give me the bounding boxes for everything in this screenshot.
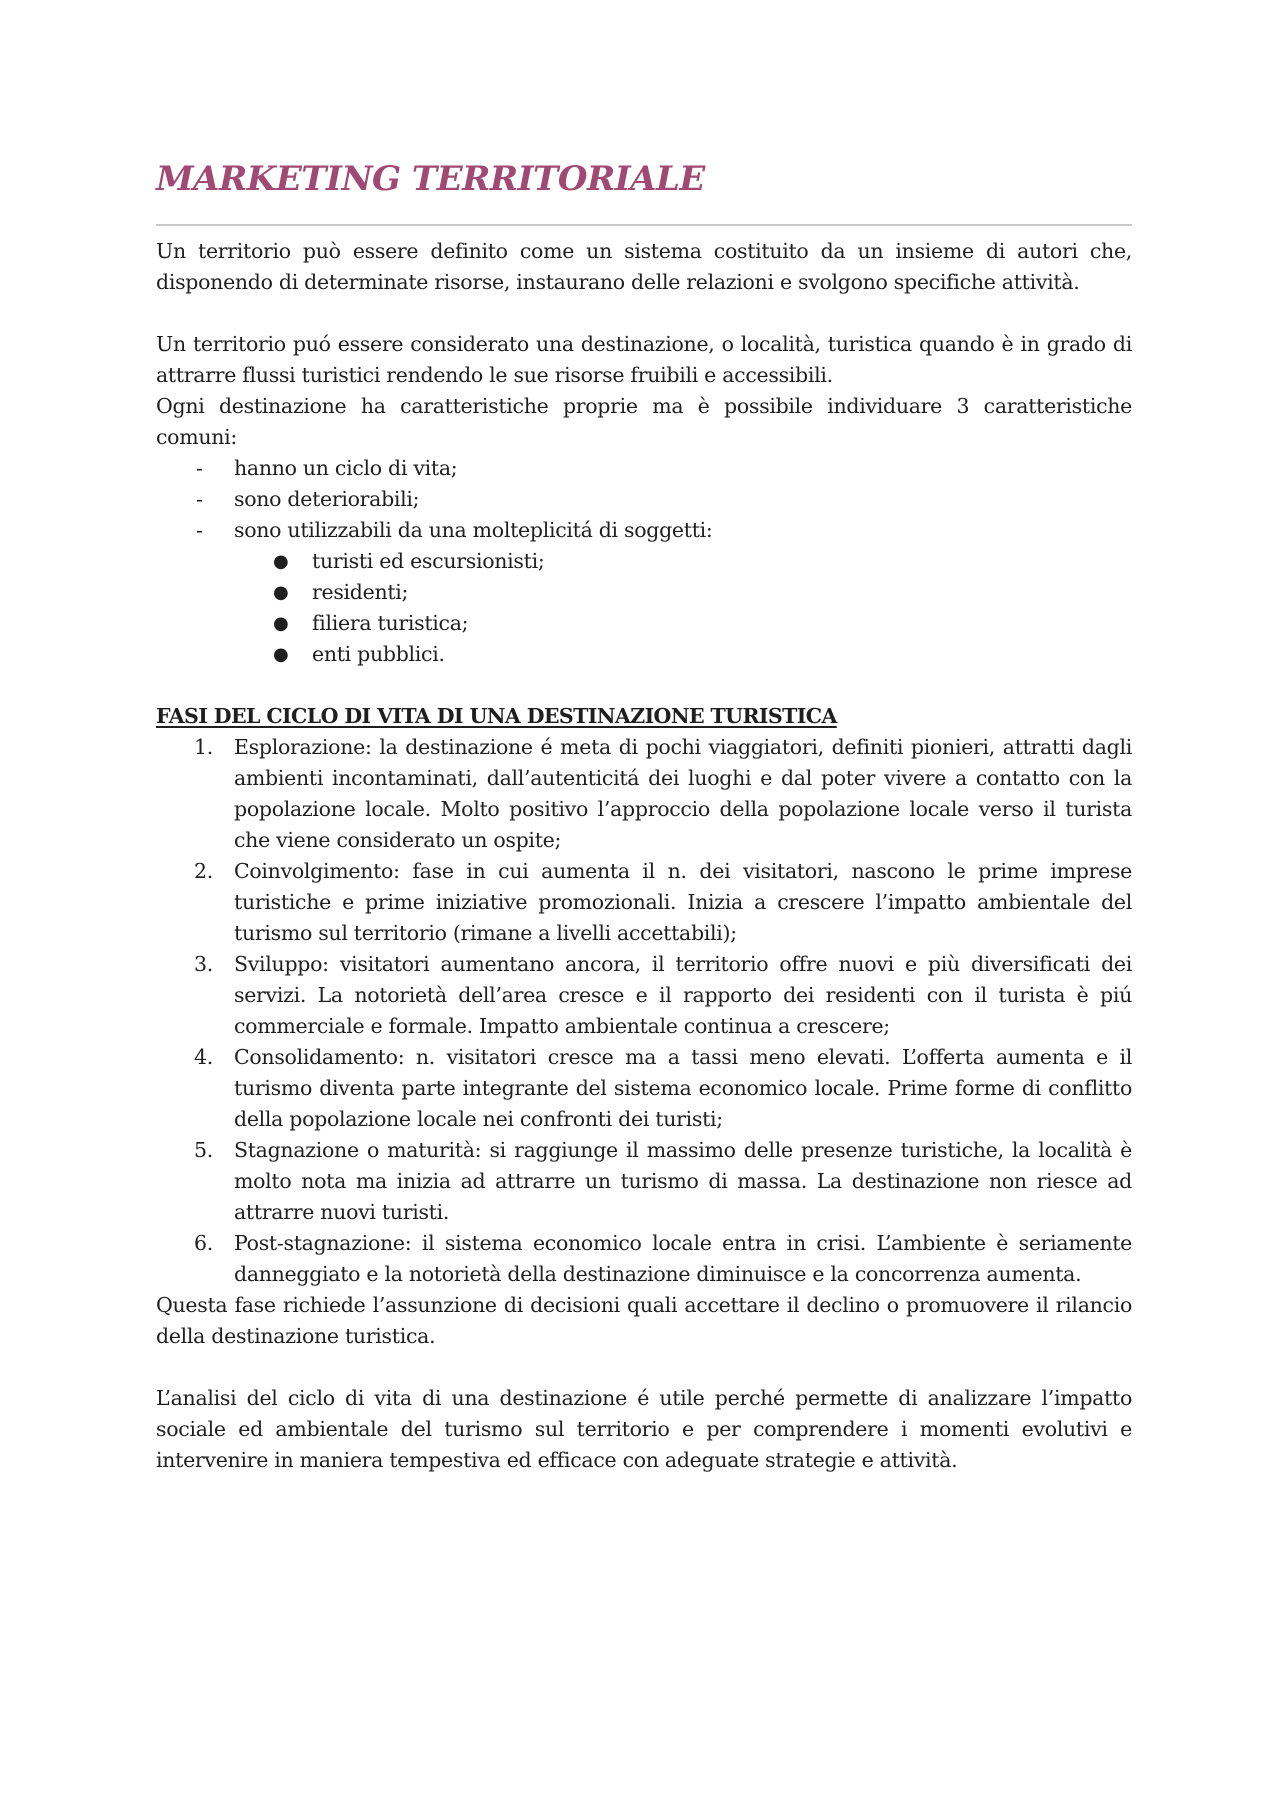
list-item-text: turisti ed escursionisti; [312, 549, 545, 573]
characteristics-list [156, 453, 1132, 546]
dash-marker: - [196, 456, 203, 480]
list-number: 6. [194, 1231, 213, 1255]
spacer [156, 670, 1132, 701]
list-item [156, 856, 1132, 949]
bullet-icon: ● [273, 551, 289, 572]
paragraph-common-characteristics: Ogni destinazione ha caratteristiche proprie ma è possibile individuare 3 caratteristiche comuni: [156, 394, 1132, 449]
list-item-text: hanno un ciclo di vita; [234, 456, 458, 480]
subjects-list [156, 546, 1132, 670]
list-item [156, 515, 1132, 546]
list-item-text: Stagnazione o maturità: si raggiunge il massimo delle presenze turistiche, la località è molto nota ma inizia ad attrarre un turismo di massa. La destinazione non riesce ad attrarre nuovi turisti. [234, 1138, 1132, 1224]
list-item [156, 639, 1132, 670]
paragraph-conclusion: L’analisi del ciclo di vita di una destinazione é utile perché permette di analizzare l’impatto sociale ed ambientale del turismo sul territorio e per comprendere i momenti evolutivi e intervenire in maniera tempestiva ed efficace con adeguate strategie e attività. [156, 1386, 1132, 1472]
list-item [156, 1135, 1132, 1228]
list-item [156, 1228, 1132, 1290]
list-number: 3. [194, 952, 213, 976]
list-item-text: enti pubblici. [312, 642, 445, 666]
list-item [156, 577, 1132, 608]
phases-list [156, 732, 1132, 1290]
bullet-icon: ● [273, 582, 289, 603]
list-item-text: sono deteriorabili; [234, 487, 420, 511]
paragraph-after-phases: Questa fase richiede l’assunzione di decisioni quali accettare il declino o promuovere il rilancio della destinazione turistica. [156, 1293, 1132, 1348]
paragraph-territory-definition: Un territorio può essere definito come un sistema costituito da un insieme di autori che, disponendo di determinate risorse, instaurano delle relazioni e svolgono specifiche attività. [156, 239, 1132, 294]
spacer [156, 1352, 1132, 1383]
list-item-text: filiera turistica; [312, 611, 469, 635]
list-item [156, 608, 1132, 639]
list-item-text: Consolidamento: n. visitatori cresce ma a tassi meno elevati. L’offerta aumenta e il turismo diventa parte integrante del sistema economico locale. Prime forme di conflitto della popolazione locale nei confronti dei turisti; [234, 1045, 1132, 1131]
list-item-text: Sviluppo: visitatori aumentano ancora, il territorio offre nuovi e più diversificati dei servizi. La notorietà dell’area cresce e il rapporto dei residenti con il turista è piú commerciale e formale. Impatto ambientale continua a crescere; [234, 952, 1132, 1038]
bullet-icon: ● [273, 644, 289, 665]
list-item [156, 732, 1132, 856]
list-number: 2. [194, 859, 213, 883]
list-item [156, 949, 1132, 1042]
section-heading-phases: FASI DEL CICLO DI VITA DI UNA DESTINAZIONE TURISTICA [156, 704, 837, 728]
document-page [156, 150, 1132, 1476]
list-item [156, 484, 1132, 515]
page-title: MARKETING TERRITORIALE [156, 159, 705, 199]
list-item-text: Coinvolgimento: fase in cui aumenta il n. dei visitatori, nascono le prime imprese turistiche e prime iniziative promozionali. Inizia a crescere l’impatto ambientale del turismo sul territorio (rimane a livelli accettabili); [234, 859, 1132, 945]
bullet-icon: ● [273, 613, 289, 634]
title-divider [156, 224, 1132, 226]
list-number: 4. [194, 1045, 213, 1069]
dash-marker: - [196, 518, 203, 542]
list-item-text: Esplorazione: la destinazione é meta di pochi viaggiatori, definiti pionieri, attratti dagli ambienti incontaminati, dall’autenticitá dei luoghi e dal poter vivere a contatto con la popolazione locale. Molto positivo l’approccio della popolazione locale verso il turista che viene considerato un ospite; [234, 735, 1132, 852]
list-item [156, 453, 1132, 484]
list-number: 1. [194, 735, 213, 759]
list-item-text: sono utilizzabili da una molteplicitá di soggetti: [234, 518, 713, 542]
list-item [156, 546, 1132, 577]
dash-marker: - [196, 487, 203, 511]
list-number: 5. [194, 1138, 213, 1162]
list-item-text: residenti; [312, 580, 409, 604]
list-item [156, 1042, 1132, 1135]
paragraph-destination-definition: Un territorio puó essere considerato una destinazione, o località, turistica quando è in grado di attrarre flussi turistici rendendo le sue risorse fruibili e accessibili. [156, 332, 1132, 387]
list-item-text: Post-stagnazione: il sistema economico locale entra in crisi. L’ambiente è seriamente danneggiato e la notorietà della destinazione diminuisce e la concorrenza aumenta. [234, 1231, 1132, 1286]
